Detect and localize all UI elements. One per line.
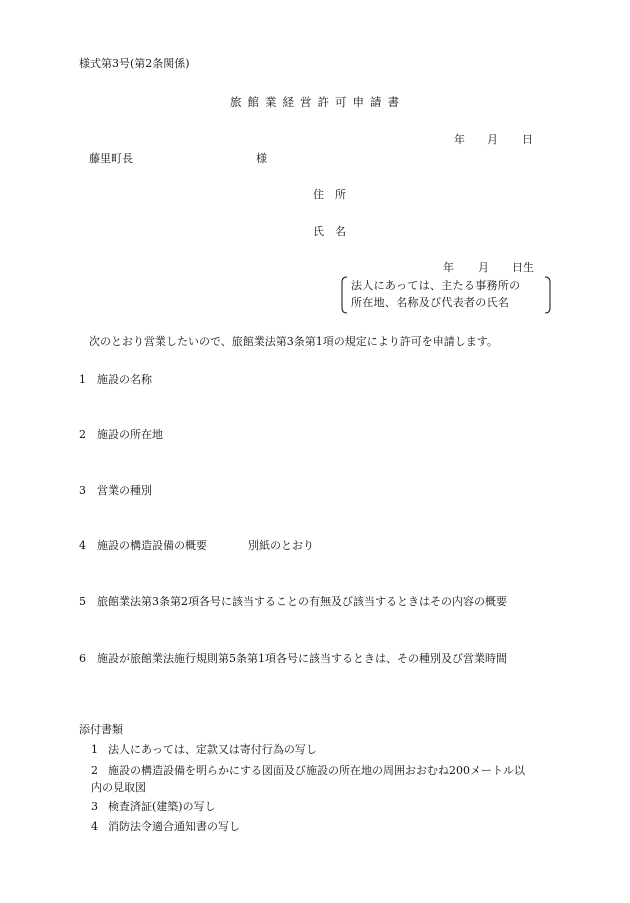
item-4-number: 4 [79,539,86,552]
item-5-number: 5 [79,595,86,608]
item-6-number: 6 [79,652,86,665]
item-5-label: 旅館業法第3条第2項各号に該当することの有無及び該当するときはその内容の概要 [97,595,507,608]
item-4-label: 施設の構造設備の概要 [97,539,207,552]
attachment-2-text-continued: 内の見取図 [91,781,146,794]
applicant-address-label: 住 所 [313,188,346,201]
corporate-note-line-2: 所在地、名称及び代表者の氏名 [351,296,510,309]
item-3-number: 3 [79,484,86,497]
item-1-number: 1 [79,373,86,386]
attachment-1-number: 1 [91,743,98,756]
item-3-label: 営業の種別 [97,484,152,497]
intro-paragraph: 次のとおり営業したいので、旅館業法第3条第1項の規定により許可を申請します。 [89,335,498,348]
addressee-honorific: 様 [256,152,267,165]
date-year-label: 年 [454,133,465,146]
form-number: 様式第3号(第2条関係) [79,57,190,70]
item-2-label: 施設の所在地 [97,428,163,441]
attachment-1-text: 法人にあっては、定款又は寄付行為の写し [108,743,317,756]
date-day-label: 日 [522,133,533,146]
corporate-note-bracket [341,276,551,314]
corporate-note-line-1: 法人にあっては、主たる事務所の [351,279,521,292]
item-2-number: 2 [79,428,86,441]
attachment-2-text: 施設の構造設備を明らかにする図面及び施設の所在地の周囲おおむね200メートル以 [108,764,525,777]
birth-month-label: 月 [478,261,489,274]
document-title: 旅館業経営許可申請書 [230,95,405,109]
attachment-3-number: 3 [91,800,98,813]
addressee-name: 藤里町長 [89,152,133,165]
attachment-3-text: 検査済証(建築)の写し [108,800,216,813]
applicant-name-label: 氏 名 [313,225,346,238]
attachment-4-number: 4 [91,820,98,833]
item-1-label: 施設の名称 [97,373,152,386]
item-6-label: 施設が旅館業法施行規則第5条第1項各号に該当するときは、その種別及び営業時間 [97,652,507,665]
birth-day-label: 日生 [512,261,534,274]
date-month-label: 月 [487,133,498,146]
attachments-heading: 添付書類 [79,723,123,736]
item-4-value: 別紙のとおり [248,539,314,552]
attachment-2-number: 2 [91,764,98,777]
birth-year-label: 年 [443,261,454,274]
attachment-4-text: 消防法令適合通知書の写し [108,820,240,833]
